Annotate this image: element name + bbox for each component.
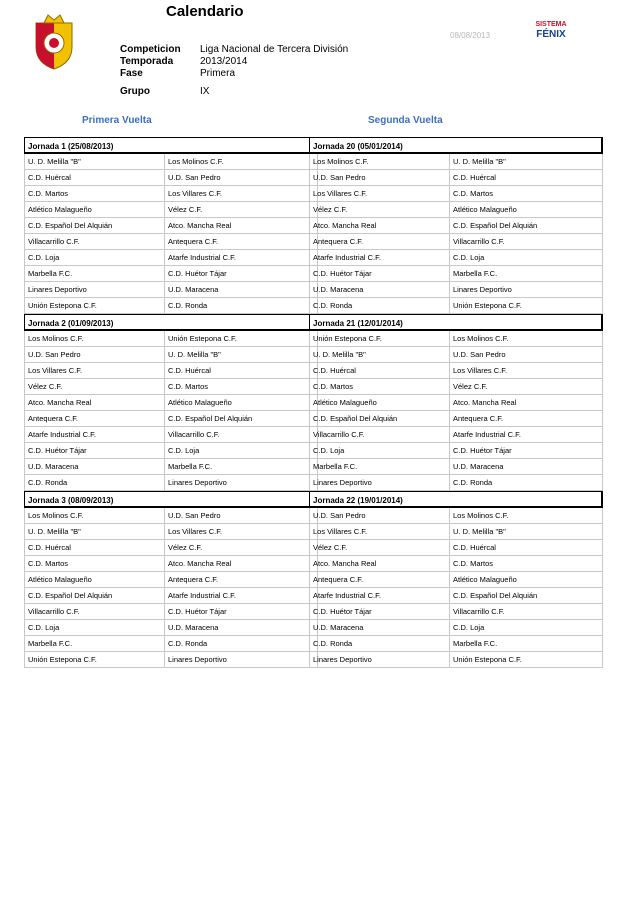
matchday-header: Jornada 20 (05/01/2014) <box>309 137 603 154</box>
away-team: Villacarrillo C.F. <box>165 427 318 443</box>
match-row <box>24 154 318 170</box>
match-row <box>24 620 318 636</box>
home-team: Atco. Mancha Real <box>24 395 165 411</box>
match-row <box>24 186 318 202</box>
match-row <box>24 379 318 395</box>
match-row <box>309 411 603 427</box>
match-row <box>24 508 318 524</box>
home-team: Unión Estepona C.F. <box>309 331 450 347</box>
away-team: C.D. Huércal <box>450 170 603 186</box>
match-row <box>24 475 318 491</box>
home-team: C.D. Ronda <box>309 636 450 652</box>
away-team: Linares Deportivo <box>450 282 603 298</box>
away-team: Linares Deportivo <box>165 475 318 491</box>
away-team: U.D. Maracena <box>450 459 603 475</box>
match-row <box>24 202 318 218</box>
home-team: Villacarrillo C.F. <box>24 234 165 250</box>
meta-value: 2013/2014 <box>200 56 248 67</box>
away-team: C.D. Huércal <box>450 540 603 556</box>
matchday-header: Jornada 3 (08/09/2013) <box>24 491 318 508</box>
away-team: Antequera C.F. <box>450 411 603 427</box>
match-row <box>309 508 603 524</box>
away-team: U. D. Melilla "B" <box>165 347 318 363</box>
away-team: Los Molinos C.F. <box>450 508 603 524</box>
match-row <box>309 202 603 218</box>
match-row <box>309 524 603 540</box>
match-row <box>309 427 603 443</box>
home-team: Unión Estepona C.F. <box>24 298 165 314</box>
match-row <box>24 218 318 234</box>
away-team: C.D. Ronda <box>165 636 318 652</box>
match-row <box>309 282 603 298</box>
match-row <box>309 459 603 475</box>
away-team: Unión Estepona C.F. <box>450 652 603 668</box>
home-team: Los Molinos C.F. <box>24 508 165 524</box>
home-team: C.D. Huércal <box>24 540 165 556</box>
away-team: Marbella F.C. <box>450 266 603 282</box>
home-team: C.D. Huétor Tájar <box>309 266 450 282</box>
home-team: Linares Deportivo <box>309 652 450 668</box>
match-row <box>24 395 318 411</box>
away-team: Los Molinos C.F. <box>450 331 603 347</box>
match-row <box>309 588 603 604</box>
away-team: Antequera C.F. <box>165 234 318 250</box>
home-team: C.D. Loja <box>24 620 165 636</box>
match-row <box>24 556 318 572</box>
match-row <box>24 266 318 282</box>
match-row <box>309 604 603 620</box>
meta-label: Temporada <box>120 56 174 67</box>
home-team: C.D. Español Del Alquián <box>309 411 450 427</box>
away-team: Antequera C.F. <box>165 572 318 588</box>
first-round-heading: Primera Vuelta <box>82 115 152 126</box>
away-team: Atco. Mancha Real <box>165 218 318 234</box>
away-team: Los Villares C.F. <box>165 186 318 202</box>
away-team: C.D. Martos <box>450 556 603 572</box>
match-row <box>24 459 318 475</box>
away-team: C.D. Loja <box>450 250 603 266</box>
home-team: C.D. Loja <box>24 250 165 266</box>
match-row <box>24 636 318 652</box>
away-team: Atlético Malagueño <box>450 572 603 588</box>
home-team: Marbella F.C. <box>309 459 450 475</box>
home-team: Unión Estepona C.F. <box>24 652 165 668</box>
away-team: U. D. Melilla "B" <box>450 524 603 540</box>
away-team: C.D. Español Del Alquián <box>450 218 603 234</box>
away-team: C.D. Huétor Tájar <box>450 443 603 459</box>
away-team: Linares Deportivo <box>165 652 318 668</box>
match-row <box>24 588 318 604</box>
meta-value: Liga Nacional de Tercera División <box>200 44 349 55</box>
match-row <box>24 572 318 588</box>
away-team: C.D. Loja <box>165 443 318 459</box>
away-team: Vélez C.F. <box>165 540 318 556</box>
home-team: Atlético Malagueño <box>24 202 165 218</box>
home-team: C.D. Martos <box>24 186 165 202</box>
away-team: Atlético Malagueño <box>165 395 318 411</box>
second-round-column <box>309 137 603 668</box>
match-row <box>24 524 318 540</box>
match-row <box>309 443 603 459</box>
match-row <box>309 250 603 266</box>
match-row <box>24 234 318 250</box>
home-team: Los Villares C.F. <box>24 363 165 379</box>
away-team: Atarfe Industrial C.F. <box>165 250 318 266</box>
away-team: C.D. Huércal <box>165 363 318 379</box>
home-team: C.D. Español Del Alquián <box>24 588 165 604</box>
match-row <box>309 620 603 636</box>
away-team: Atarfe Industrial C.F. <box>450 427 603 443</box>
home-team: C.D. Huétor Tájar <box>309 604 450 620</box>
match-row <box>309 154 603 170</box>
match-row <box>24 347 318 363</box>
match-row <box>309 540 603 556</box>
home-team: Atarfe Industrial C.F. <box>309 588 450 604</box>
away-team: C.D. Español Del Alquián <box>450 588 603 604</box>
match-row <box>24 331 318 347</box>
match-row <box>309 266 603 282</box>
home-team: Vélez C.F. <box>24 379 165 395</box>
away-team: Los Villares C.F. <box>450 363 603 379</box>
away-team: Marbella F.C. <box>165 459 318 475</box>
away-team: U.D. Maracena <box>165 620 318 636</box>
home-team: Antequera C.F. <box>24 411 165 427</box>
home-team: Marbella F.C. <box>24 636 165 652</box>
away-team: C.D. Loja <box>450 620 603 636</box>
away-team: Atarfe Industrial C.F. <box>165 588 318 604</box>
home-team: C.D. Huércal <box>309 363 450 379</box>
away-team: Atco. Mancha Real <box>165 556 318 572</box>
away-team: U.D. San Pedro <box>165 170 318 186</box>
away-team: Marbella F.C. <box>450 636 603 652</box>
home-team: Vélez C.F. <box>309 540 450 556</box>
match-row <box>309 347 603 363</box>
match-row <box>24 652 318 668</box>
match-row <box>309 234 603 250</box>
match-row <box>24 282 318 298</box>
second-round-heading: Segunda Vuelta <box>368 115 443 126</box>
federation-crest-logo <box>30 13 78 71</box>
home-team: Villacarrillo C.F. <box>24 604 165 620</box>
away-team: Vélez C.F. <box>165 202 318 218</box>
away-team: C.D. Ronda <box>450 475 603 491</box>
match-row <box>309 170 603 186</box>
home-team: C.D. Ronda <box>309 298 450 314</box>
home-team: U.D. Maracena <box>24 459 165 475</box>
away-team: C.D. Martos <box>165 379 318 395</box>
away-team: U.D. San Pedro <box>450 347 603 363</box>
match-row <box>309 331 603 347</box>
away-team: C.D. Huétor Tájar <box>165 266 318 282</box>
print-date: 08/08/2013 <box>450 31 491 40</box>
matchday-header: Jornada 1 (25/08/2013) <box>24 137 318 154</box>
match-row <box>309 363 603 379</box>
match-row <box>24 170 318 186</box>
home-team: Atarfe Industrial C.F. <box>309 250 450 266</box>
meta-label: Competicion <box>120 44 181 55</box>
home-team: Los Molinos C.F. <box>24 331 165 347</box>
meta-value: Primera <box>200 68 236 79</box>
match-row <box>309 475 603 491</box>
home-team: C.D. Martos <box>309 379 450 395</box>
match-row <box>309 556 603 572</box>
away-team: U. D. Melilla "B" <box>450 154 603 170</box>
home-team: C.D. Español Del Alquián <box>24 218 165 234</box>
away-team: U.D. Maracena <box>165 282 318 298</box>
home-team: C.D. Martos <box>24 556 165 572</box>
home-team: Villacarrillo C.F. <box>309 427 450 443</box>
away-team: Unión Estepona C.F. <box>165 331 318 347</box>
home-team: Vélez C.F. <box>309 202 450 218</box>
away-team: Atco. Mancha Real <box>450 395 603 411</box>
match-row <box>24 604 318 620</box>
home-team: C.D. Ronda <box>24 475 165 491</box>
home-team: Linares Deportivo <box>24 282 165 298</box>
match-row <box>24 540 318 556</box>
home-team: Linares Deportivo <box>309 475 450 491</box>
home-team: C.D. Huércal <box>24 170 165 186</box>
away-team: Vélez C.F. <box>450 379 603 395</box>
meta-value: IX <box>200 86 210 97</box>
first-round-column <box>24 137 318 668</box>
match-row <box>24 411 318 427</box>
match-row <box>24 427 318 443</box>
home-team: Atlético Malagueño <box>309 395 450 411</box>
home-team: C.D. Huétor Tájar <box>24 443 165 459</box>
home-team: Marbella F.C. <box>24 266 165 282</box>
home-team: U. D. Melilla "B" <box>309 347 450 363</box>
page-title: Calendario <box>166 3 244 20</box>
matchday-header: Jornada 2 (01/09/2013) <box>24 314 318 331</box>
match-row <box>309 186 603 202</box>
home-team: U.D. San Pedro <box>24 347 165 363</box>
away-team: Atlético Malagueño <box>450 202 603 218</box>
away-team: Los Molinos C.F. <box>165 154 318 170</box>
match-row <box>309 298 603 314</box>
match-row <box>24 363 318 379</box>
home-team: Los Villares C.F. <box>309 186 450 202</box>
away-team: Villacarrillo C.F. <box>450 234 603 250</box>
brand-name-text: FÉNIX <box>536 29 566 40</box>
home-team: Atarfe Industrial C.F. <box>24 427 165 443</box>
match-row <box>309 652 603 668</box>
home-team: U.D. San Pedro <box>309 170 450 186</box>
home-team: U.D. Maracena <box>309 282 450 298</box>
away-team: Villacarrillo C.F. <box>450 604 603 620</box>
match-row <box>309 379 603 395</box>
match-row <box>24 298 318 314</box>
home-team: Los Villares C.F. <box>309 524 450 540</box>
match-row <box>24 250 318 266</box>
matchday-header: Jornada 21 (12/01/2014) <box>309 314 603 331</box>
home-team: Antequera C.F. <box>309 234 450 250</box>
match-row <box>309 636 603 652</box>
home-team: Atco. Mancha Real <box>309 556 450 572</box>
match-row <box>309 572 603 588</box>
home-team: U. D. Melilla "B" <box>24 524 165 540</box>
meta-label: Grupo <box>120 86 150 97</box>
home-team: Los Molinos C.F. <box>309 154 450 170</box>
away-team: C.D. Español Del Alquián <box>165 411 318 427</box>
away-team: U.D. San Pedro <box>165 508 318 524</box>
home-team: C.D. Loja <box>309 443 450 459</box>
home-team: U.D. Maracena <box>309 620 450 636</box>
match-row <box>24 443 318 459</box>
brand-top-text: SISTEMA <box>535 21 567 28</box>
away-team: Unión Estepona C.F. <box>450 298 603 314</box>
home-team: Antequera C.F. <box>309 572 450 588</box>
home-team: U. D. Melilla "B" <box>24 154 165 170</box>
match-row <box>309 218 603 234</box>
away-team: C.D. Huétor Tájar <box>165 604 318 620</box>
meta-label: Fase <box>120 68 143 79</box>
match-row <box>309 395 603 411</box>
sistema-fenix-logo <box>528 18 574 40</box>
away-team: C.D. Ronda <box>165 298 318 314</box>
away-team: Los Villares C.F. <box>165 524 318 540</box>
home-team: U.D. San Pedro <box>309 508 450 524</box>
home-team: Atco. Mancha Real <box>309 218 450 234</box>
home-team: Atlético Malagueño <box>24 572 165 588</box>
matchday-header: Jornada 22 (19/01/2014) <box>309 491 603 508</box>
away-team: C.D. Martos <box>450 186 603 202</box>
